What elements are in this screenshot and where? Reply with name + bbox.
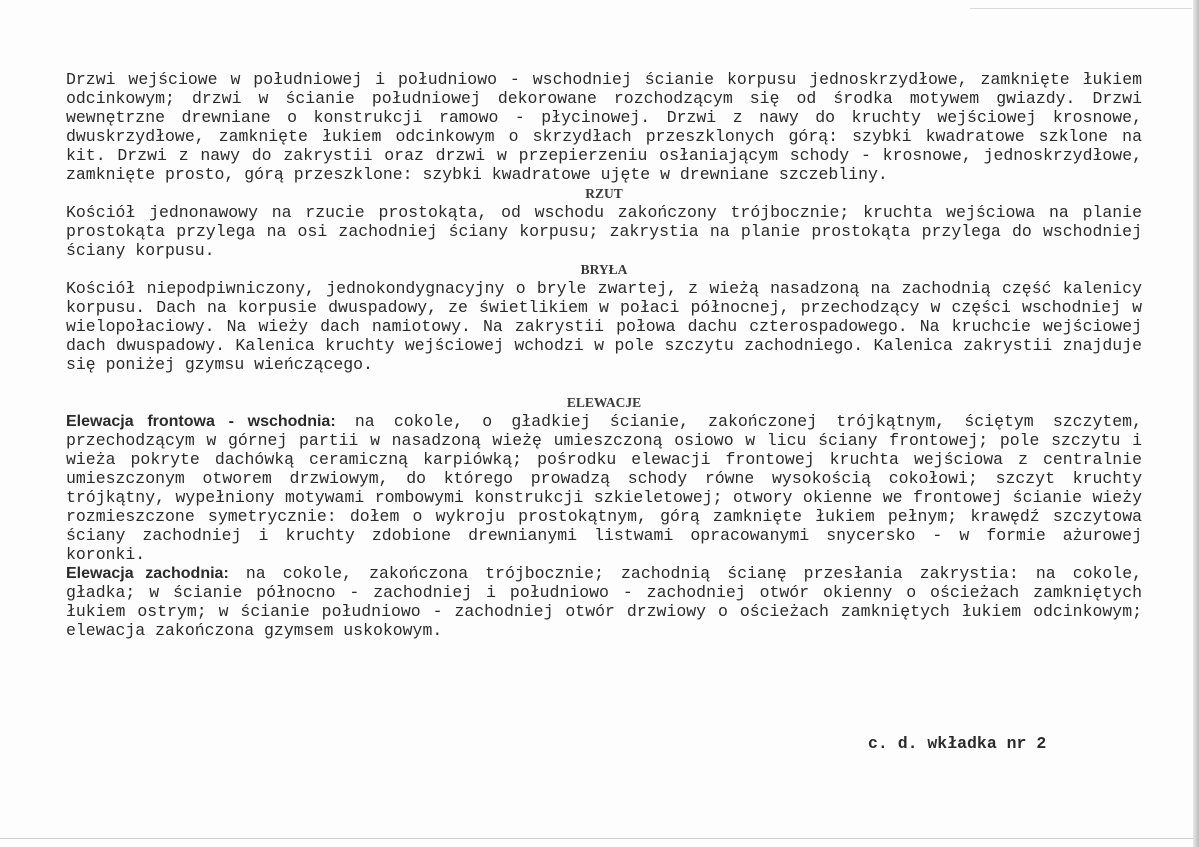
continuation-note: c. d. wkładka nr 2	[868, 734, 1047, 753]
bryla-paragraph: Kościół niepodpiwniczony, jednokondygnacyjny o bryle zwartej, z wieżą nasadzoną na zachodnią część kalenicy korpusu. Dach na korpusie dwuspadowy, ze świetlikiem w połaci północnej, przechodzący w części wschodniej w wielopołaciowy. Na wieży dach namiotowy. Na zakrystii połowa dachu czterospadowego. Na kruchcie wejściowej dach dwuspadowy. Kalenica kruchty wejściowej wchodzi w pole szczytu zachodniego. Kalenica zakrystii znajduje się poniżej gzymsu wieńczącego.	[66, 279, 1142, 374]
section-spacer	[66, 374, 1142, 393]
scan-edge-shadow	[1193, 0, 1199, 847]
front-elevation-text: na cokole, o gładkiej ścianie, zakończonej trójkątnym, ściętym szczytem, przechodzącym w górnej partii w nasadzoną wieżę umieszczoną osiowo w licu ściany frontowej; pole szczytu i wieża pokryte dachówką ceramiczną karpiówką; pośrodku elewacji frontowej kruchta wejściowa z centralnie umieszczonym otworem drzwiowym, do którego prowadzą schody równe wysokością cokołowi; szczyt kruchty trójkątny, wypełniony motywami rombowymi konstrukcji szkieletowej; otwory okienne we frontowej ścianie wieży rozmieszczone symetrycznie: dołem o wykroju prostokątnym, górą zamknięte łukiem pełnym; krawędź szczytowa ściany zachodniej i kruchty zdobione drewnianymi listwami opracowanymi snycersko - w formie ażurowej koronki.	[66, 412, 1142, 564]
west-elevation-paragraph	[66, 564, 1142, 640]
scan-edge-mark	[970, 8, 1192, 9]
section-heading-rzut: RZUT	[585, 186, 623, 201]
rzut-paragraph: Kościół jednonawowy na rzucie prostokąta, od wschodu zakończony trójbocznie; kruchta wejściowa na planie prostokąta przylega na osi zachodniej ściany korpusu; zakrystia na planie prostokąta przylega do wschodniej ściany korpusu.	[66, 203, 1142, 260]
doors-paragraph: Drzwi wejściowe w południowej i południowo - wschodniej ścianie korpusu jednoskrzydłowe, zamknięte łukiem odcinkowym; drzwi w ścianie południowej dekorowane rozchodzącym się od środka motywem gwiazdy. Drzwi wewnętrzne drewniane o konstrukcji ramowo - płycinowej. Drzwi z nawy do kruchty wejściowej krosnowe, dwuskrzydłowe, zamknięte łukiem odcinkowym o skrzydłach przeszklonych górą: szybki kwadratowe szklone na kit. Drzwi z nawy do zakrystii oraz drzwi w przepierzeniu osłaniającym schody - krosnowe, jednoskrzydłowe, zamknięte prosto, górą przeszklone: szybki kwadratowe ujęte w drewniane szczebliny.	[66, 70, 1142, 184]
west-elevation-text: na cokole, zakończona trójbocznie; zachodnią ścianę przesłania zakrystia: na cokole, gładka; w ścianie północno - zachodniej i południowo - zachodniej otwór okienny o ościeżach zamkniętych łukiem ostrym; w ścianie południowo - zachodniej otwór drzwiowy o ościeżach zamkniętych łukiem odcinkowym; elewacja zakończona gzymsem uskokowym.	[66, 564, 1143, 640]
west-elevation-lead: Elewacja zachodnia:	[66, 565, 229, 582]
section-heading-bryla: BRYŁA	[580, 262, 628, 277]
scan-bottom-line	[0, 838, 1193, 839]
front-elevation-paragraph	[66, 412, 1142, 564]
front-elevation-lead: Elewacja frontowa - wschodnia:	[66, 413, 336, 430]
section-heading-elewacje: ELEWACJE	[566, 395, 642, 410]
document-body	[66, 70, 1142, 640]
